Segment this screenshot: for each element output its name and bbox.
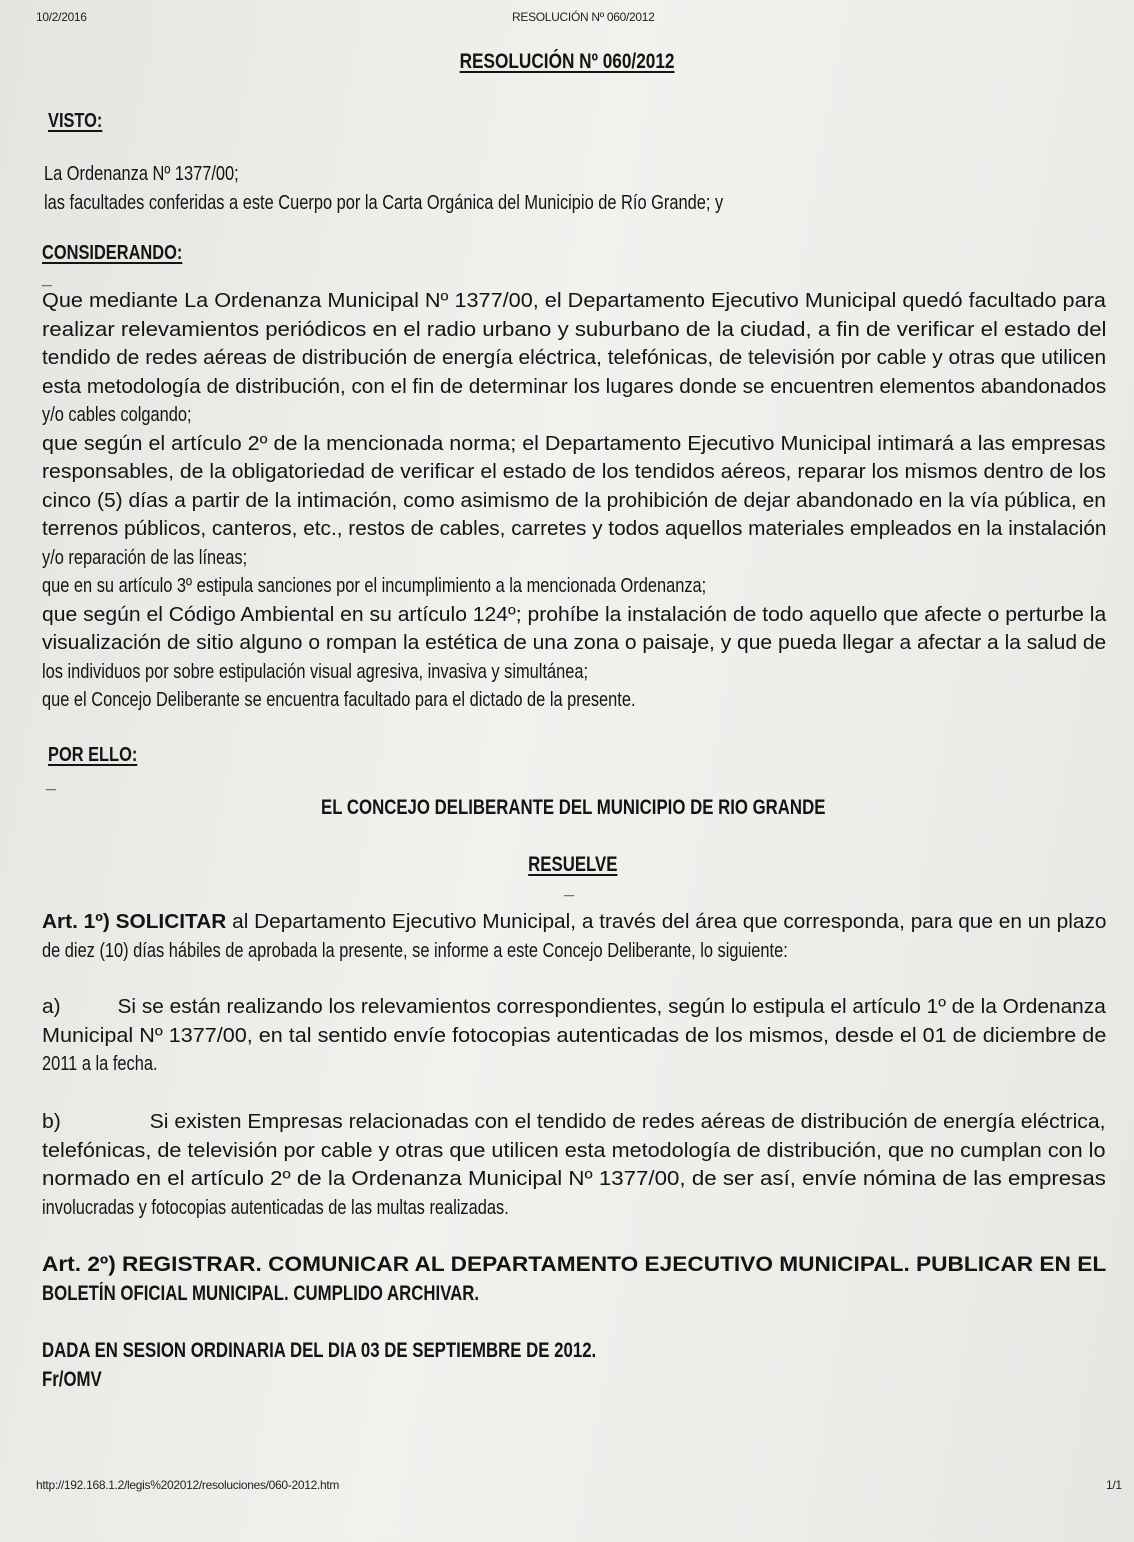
item-b-line: normado en el artículo 2º de la Ordenanza Municipal Nº 1377/00, de ser así, envíe nómina de las empresas	[42, 1167, 1106, 1190]
por-ello-dash: _	[46, 772, 57, 792]
visto-line: las facultades conferidas a este Cuerpo por la Carta Orgánica del Municipio de Río Grande; y	[44, 190, 724, 214]
considerando-line: los individuos por sobre estipulación visual agresiva, invasiva y simultánea;	[42, 659, 589, 683]
article-1-line-2: de diez (10) días hábiles de aprobada la presente, se informe a este Concejo Deliberante, lo siguiente:	[42, 938, 788, 962]
considerando-line: responsables, de la obligatoriedad de verificar el estado de los tendidos aéreos, reparar los mismos dentro de los	[42, 460, 1107, 483]
considerando-line: terrenos públicos, canteros, etc., restos de cables, carretes y todos aquellos materiales empleados en la instalación	[42, 517, 1107, 540]
article-1-line-1	[42, 908, 1106, 937]
article-1-text: al Departamento Ejecutivo Municipal, a través del área que corresponda, para que en un plazo	[232, 910, 1107, 933]
print-footer-url: http://192.168.1.2/legis%202012/resoluciones/060-2012.htm	[36, 1478, 340, 1492]
considerando-line: Que mediante La Ordenanza Municipal Nº 1377/00, el Departamento Ejecutivo Municipal quedó facultado para	[42, 289, 1106, 312]
considerando-dash: _	[42, 268, 53, 288]
considerando-line: realizar relevamientos periódicos en el radio urbano y suburbano de la ciudad, a fin de verificar el estado del	[42, 317, 1107, 341]
council-heading: EL CONCEJO DELIBERANTE DEL MUNICIPIO DE RIO GRANDE	[320, 796, 826, 819]
article-1-verb: SOLICITAR	[115, 910, 227, 933]
item-a-line-1	[42, 993, 1106, 1022]
item-a-marker: a)	[42, 995, 61, 1018]
item-a-line: Municipal Nº 1377/00, en tal sentido envíe fotocopias autenticadas de los mismos, desde el 01 de diciembre de	[42, 1023, 1107, 1047]
print-footer-page: 1/1	[1106, 1478, 1122, 1492]
session-date: DADA EN SESION ORDINARIA DEL DIA 03 DE SEPTIEMBRE DE 2012.	[42, 1339, 597, 1362]
considerando-line: cinco (5) días a partir de la intimación, como asimismo de la prohibición de dejar abandonado en la vía pública, en	[42, 488, 1106, 512]
article-1-label: Art. 1º)	[42, 910, 110, 933]
article-1-item-a	[42, 993, 1106, 1079]
considerando-heading: CONSIDERANDO:	[42, 242, 183, 264]
print-header-title: RESOLUCIÓN Nº 060/2012	[512, 10, 655, 24]
session-info	[42, 1337, 1106, 1394]
resuelve-heading: RESUELVE	[528, 853, 618, 876]
considerando-line: visualización de sitio alguno o rompan la estética de una zona o paisaje, y que pueda llegar a afectar a la salud de	[42, 631, 1107, 654]
considerando-line: que según el Código Ambiental en su artículo 124º; prohíbe la instalación de todo aquello que afecte o perturbe la	[42, 602, 1107, 626]
print-header-date: 10/2/2016	[36, 10, 87, 24]
item-b-marker: b)	[42, 1110, 61, 1133]
item-b-line: involucradas y fotocopias autenticadas de las multas realizadas.	[42, 1195, 509, 1219]
article-2-line: BOLETÍN OFICIAL MUNICIPAL. CUMPLIDO ARCHIVAR.	[42, 1281, 480, 1305]
resuelve-container	[0, 853, 1134, 877]
considerando-line: que según el artículo 2º de la mencionada norma; el Departamento Ejecutivo Municipal intimará a las empresas	[42, 431, 1106, 455]
visto-line: La Ordenanza Nº 1377/00;	[44, 162, 239, 185]
considerando-line: y/o cables colgando;	[42, 403, 192, 426]
document-title-container	[0, 50, 1134, 74]
council-heading-container	[0, 796, 1134, 820]
considerando-line: tendido de redes aéreas de distribución de energía eléctrica, telefónicas, de televisión por cable y otras que utilicen	[42, 346, 1107, 369]
item-b-line-1	[42, 1108, 1106, 1137]
considerando-line: esta metodología de distribución, con el fin de determinar los lugares donde se encuentren elementos abandonados	[42, 374, 1107, 398]
item-a-line: 2011 a la fecha.	[42, 1052, 158, 1075]
item-b-line: telefónicas, de televisión por cable y otras que utilicen esta metodología de distribución, que no cumplan con lo	[42, 1138, 1106, 1162]
article-1	[42, 908, 1106, 965]
item-a-text: Si se están realizando los relevamientos correspondientes, según lo estipula el artículo 1º de la Ordenanza	[117, 995, 1106, 1018]
visto-body	[44, 160, 1108, 217]
considerando-line: y/o reparación de las líneas;	[42, 545, 248, 569]
article-1-item-b	[42, 1108, 1106, 1222]
document-title: RESOLUCIÓN Nº 060/2012	[459, 50, 675, 73]
article-2	[42, 1251, 1106, 1308]
considerando-line: que en su artículo 3º estipula sanciones por el incumplimiento a la mencionada Ordenanza;	[42, 574, 707, 597]
item-b-text: Si existen Empresas relacionadas con el tendido de redes aéreas de distribución de energía eléctrica,	[149, 1110, 1106, 1133]
considerando-line: que el Concejo Deliberante se encuentra facultado para el dictado de la presente.	[42, 688, 636, 711]
article-2-line: Art. 2º) REGISTRAR. COMUNICAR AL DEPARTAMENTO EJECUTIVO MUNICIPAL. PUBLICAR EN EL	[42, 1253, 1107, 1276]
visto-heading: VISTO:	[48, 110, 103, 132]
considerando-body	[42, 287, 1106, 715]
initials: Fr/OMV	[42, 1367, 102, 1391]
por-ello-heading: POR ELLO:	[48, 744, 138, 766]
resuelve-dash: _	[564, 878, 575, 898]
